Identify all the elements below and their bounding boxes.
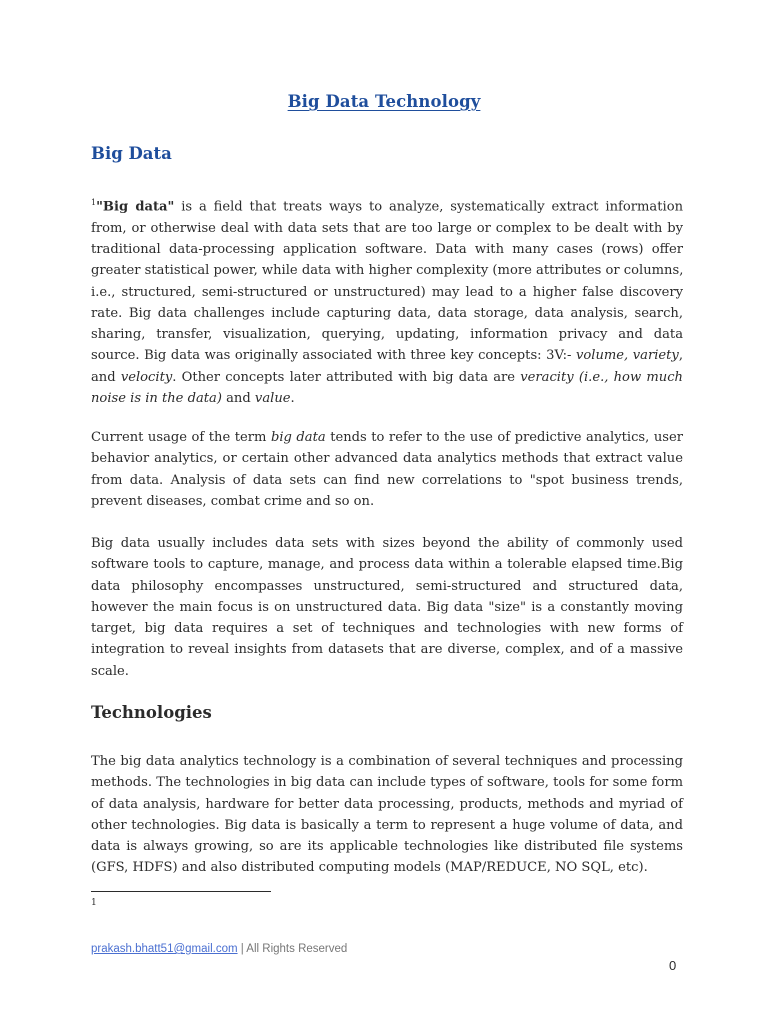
text-line: prevent diseases, combat crime and so on.	[91, 493, 375, 509]
footer-email-link[interactable]: prakash.bhatt51@gmail.com	[91, 943, 238, 955]
section-heading-big-data: Big Data	[91, 144, 172, 163]
text-line: i.e., structured, semi-structured or unstructured) may lead to a higher false discovery	[91, 284, 683, 300]
text-line	[91, 345, 683, 366]
text-span: and	[91, 369, 121, 385]
text-line	[91, 427, 683, 448]
footer-rights: | All Rights Reserved	[237, 943, 348, 955]
text-line: behavior analytics, or certain other advanced data analytics methods that extract value	[91, 451, 683, 467]
text-line: rate. Big data challenges include capturing data, data storage, data analysis, search,	[91, 305, 683, 321]
text-line: scale.	[91, 663, 129, 679]
bold-term: "Big data"	[96, 199, 175, 215]
text-line: The big data analytics technology is a combination of several techniques and processing	[91, 754, 683, 769]
text-line: data is always growing, so are its applicable technologies like distributed file systems	[91, 839, 683, 855]
text-line: target, big data requires a set of techniques and technologies with new forms of	[91, 621, 683, 637]
text-line: other technologies. Big data is basically a term to represent a huge volume of data, and	[91, 817, 683, 833]
text-line: software tools to capture, manage, and process data within a tolerable elapsed time.Big	[91, 557, 683, 573]
document-title: Big Data Technology	[287, 92, 481, 111]
paragraph-current-usage	[91, 427, 683, 512]
italic-text: value	[254, 391, 291, 407]
italic-text: big data	[270, 430, 326, 445]
text-line: data philosophy encompasses unstructured, semi-structured and structured data,	[91, 578, 683, 594]
text-line: from data. Analysis of data sets can find new correlations to "spot business trends,	[91, 472, 683, 488]
text-line: methods. The technologies in big data can include types of software, tools for some form	[91, 775, 683, 791]
text-span: tends to refer to the use of predictive analytics, user	[325, 430, 683, 445]
text-span: ,	[678, 348, 683, 364]
page-footer	[91, 943, 347, 955]
text-line	[91, 388, 683, 409]
text-line	[91, 192, 683, 218]
text-span: and	[221, 391, 255, 407]
italic-text: veracity (i.e., how much	[520, 369, 683, 385]
text-line: from, or otherwise deal with data sets that are too large or complex to be dealt with by	[91, 220, 683, 236]
text-line: integration to reveal insights from datasets that are diverse, complex, and of a massive	[91, 642, 683, 658]
paragraph-big-data-size	[91, 533, 683, 682]
text-line: sharing, transfer, visualization, querying, updating, information privacy and data	[91, 327, 683, 343]
text-line	[91, 367, 683, 388]
footnote-separator	[91, 891, 271, 892]
italic-text: velocity	[120, 369, 173, 385]
page-number: 0	[669, 958, 677, 973]
text-line: Big data usually includes data sets with sizes beyond the ability of commonly used	[91, 536, 683, 551]
text-line: (GFS, HDFS) and also distributed computing models (MAP/REDUCE, NO SQL, etc).	[91, 860, 648, 876]
text-span: source. Big data was originally associated with three key concepts: 3V:-	[91, 348, 576, 364]
paragraph-technologies	[91, 751, 683, 879]
section-heading-technologies: Technologies	[91, 703, 212, 722]
italic-text: volume, variety	[575, 348, 679, 364]
paragraph-big-data-definition	[91, 192, 683, 409]
footnote-reference[interactable]: 1	[91, 198, 97, 207]
text-span: Current usage of the term	[91, 430, 271, 445]
text-line: of data analysis, hardware for better data processing, products, methods and myriad of	[91, 796, 683, 812]
footnote-mark: 1	[91, 898, 97, 908]
text-line: greater statistical power, while data with higher complexity (more attributes or columns,	[91, 263, 684, 279]
italic-text: noise is in the data)	[91, 391, 222, 407]
text-span: . Other concepts later attributed with big data are	[172, 369, 521, 385]
text-line: however the main focus is on unstructured data. Big data "size" is a constantly moving	[91, 599, 683, 615]
text-span: is a field that treats ways to analyze, systematically extract information	[174, 199, 684, 215]
text-line: traditional data-processing application software. Data with many cases (rows) offer	[91, 241, 683, 257]
text-span: .	[290, 391, 295, 407]
